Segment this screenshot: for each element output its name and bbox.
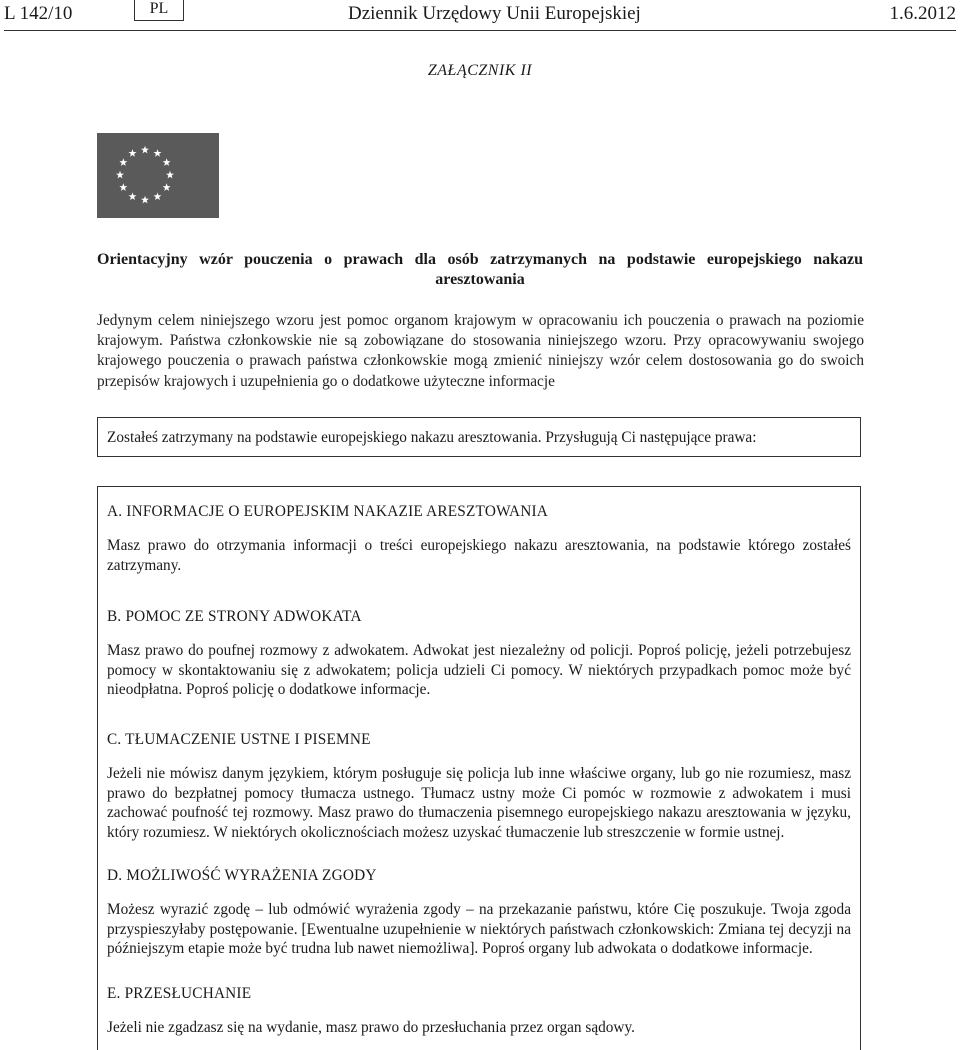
section-heading: E. PRZESŁUCHANIE <box>107 985 252 1002</box>
star-icon <box>129 192 137 200</box>
section-body: Możesz wyrazić zgodę – lub odmówić wyrażenia zgody – na przekazanie państwu, które Cię poszukuje. Twoja zgoda przyspieszyłaby postępowanie. [Ewentualne uzupełnienie w niektórych państwach członkowskich: Zmiana tej decyzji na późniejszym etapie może być trudna lub nawet niemożliwa]. Poproś organy lub adwokata o dodatkowe informacje. <box>107 901 851 958</box>
eu-flag-icon <box>97 133 219 218</box>
star-icon <box>163 158 171 166</box>
title-line-1: Orientacyjny wzór pouczenia o prawach dla osób zatrzymanych na podstawie europejskiego nakazu <box>97 251 863 268</box>
section-body: Masz prawo do otrzymania informacji o treści europejskiego nakazu aresztowania, na podstawie którego zostałeś zatrzymany. <box>107 537 851 574</box>
section-c <box>107 730 851 866</box>
star-icon <box>154 192 162 200</box>
star-icon <box>119 158 127 166</box>
document-title <box>97 250 863 290</box>
section-body: Jeżeli nie mówisz danym językiem, którym posługuje się policja lub inne właściwe organy, lub go nie rozumiesz, masz prawo do bezpłatnej pomocy tłumacza ustnego. Tłumacz ustny może Ci pomóc w rozmowie z adwokatem i musi zachować poufność tej rozmowy. Masz prawo do tłumaczenia pisemnego europejskiego nakazu aresztowania w języku, który rozumiesz. W niektórych okolicznościach możesz uzyskać tłumaczenie lub streszczenie w formie ustnej. <box>107 765 851 842</box>
section-heading: B. POMOC ZE STRONY ADWOKATA <box>107 608 362 625</box>
publication-date: 1.6.2012 <box>889 3 956 24</box>
star-icon <box>116 171 124 179</box>
star-icon <box>129 149 137 157</box>
star-icon <box>141 196 149 204</box>
star-icon <box>154 149 162 157</box>
section-body: Jeżeli nie zgadzasz się na wydanie, masz prawo do przesłuchania przez organ sądowy. <box>107 1019 635 1036</box>
section-body: Masz prawo do poufnej rozmowy z adwokatem. Adwokat jest niezależny od policji. Poproś policję, jeżeli potrzebujesz pomocy w skontaktowaniu się z adwokatem; policja udzieli Ci pomocy. W niektórych przypadkach pomoc może być nieodpłatna. Poproś policję o dodatkowe informacje. <box>107 642 851 699</box>
notice-box <box>97 417 861 457</box>
section-b <box>107 607 851 730</box>
eu-flag-stars <box>97 133 219 218</box>
annex-title: ZAŁĄCZNIK II <box>427 62 533 79</box>
section-heading: D. MOŻLIWOŚĆ WYRAŻENIA ZGODY <box>107 867 377 884</box>
star-icon <box>119 183 127 191</box>
rights-box <box>97 486 861 1050</box>
journal-title: Dziennik Urzędowy Unii Europejskiej <box>348 3 641 24</box>
section-heading: C. TŁUMACZENIE USTNE I PISEMNE <box>107 731 371 748</box>
page-header <box>0 0 960 30</box>
language-code: PL <box>134 0 184 21</box>
intro-paragraph: Jedynym celem niniejszego wzoru jest pomoc organom krajowym w opracowaniu ich pouczenia o prawach na poziomie krajowym. Państwa członkowskie nie są zobowiązane do stosowania niniejszego wzoru. Przy opracowywaniu swojego krajowego pouczenia o prawach państwa członkowskie mogą zmienić niniejszy wzór celem dostosowania go do swoich przepisów krajowych i uzupełnienia go o dodatkowe użyteczne informacje <box>97 312 864 390</box>
section-a <box>107 502 851 607</box>
star-icon <box>141 146 149 154</box>
section-e <box>107 984 851 1038</box>
section-heading: A. INFORMACJE O EUROPEJSKIM NAKAZIE ARESZTOWANIA <box>107 503 549 520</box>
notice-text: Zostałeś zatrzymany na podstawie europejskiego nakazu aresztowania. Przysługują Ci następujące prawa: <box>107 429 757 446</box>
star-icon <box>163 183 171 191</box>
page-reference: L 142/10 <box>4 3 73 24</box>
section-d <box>107 866 851 984</box>
header-rule <box>4 30 956 31</box>
star-icon <box>166 171 174 179</box>
title-line-2: aresztowania <box>435 271 525 288</box>
